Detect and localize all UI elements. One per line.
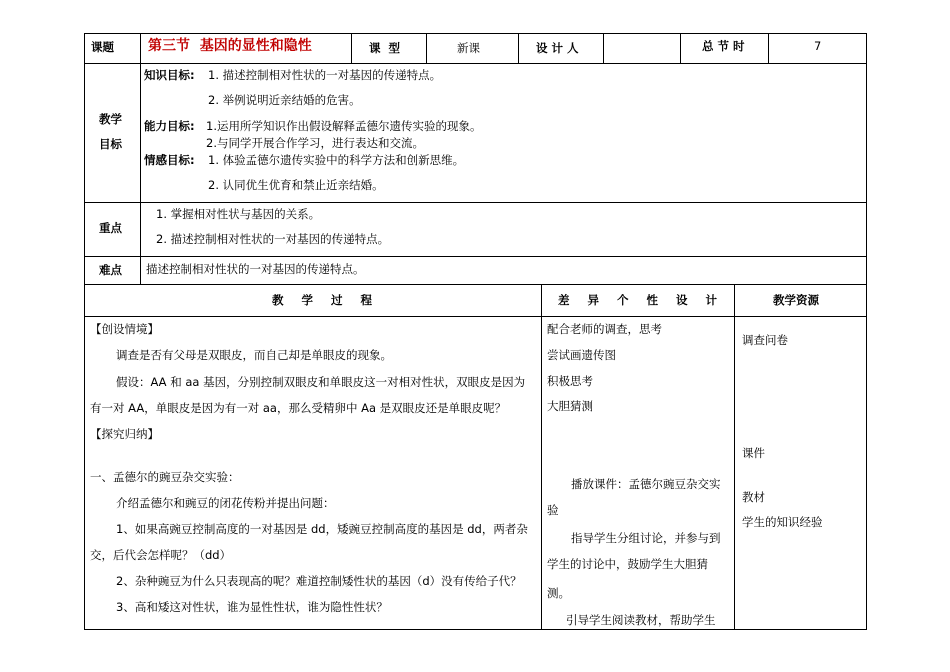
process-header: 教学过程 bbox=[272, 293, 390, 307]
process-line: 介绍孟德尔和豌豆的闭花传粉并提出问题： bbox=[116, 496, 335, 510]
hours-value: 7 bbox=[814, 39, 822, 53]
differentiation-line: 验 bbox=[547, 503, 559, 517]
emotion-item: 2. 认同优生优育和禁止近亲结婚。 bbox=[208, 178, 384, 192]
differentiation-header: 差异个性设计 bbox=[558, 293, 735, 307]
process-line: 2、杂种豌豆为什么只表现高的呢？难道控制矮性状的基因（d）没有传给子代？ bbox=[116, 574, 522, 588]
objectives-label-line2: 目标 bbox=[99, 137, 122, 151]
differentiation-line: 播放课件：孟德尔豌豆杂交实 bbox=[571, 477, 721, 491]
process-line: 调查是否有父母是双眼皮，而自己却是单眼皮的现象。 bbox=[116, 348, 392, 362]
type-value: 新课 bbox=[457, 41, 480, 55]
knowledge-item: 2. 举例说明近亲结婚的危害。 bbox=[208, 93, 361, 107]
key-point-item: 2. 描述控制相对性状的一对基因的传递特点。 bbox=[156, 232, 390, 246]
knowledge-label: 知识目标: bbox=[144, 68, 195, 82]
ability-item: 1.运用所学知识作出假设解释孟德尔遗传实验的现象。 bbox=[206, 119, 482, 133]
resource-item: 教材 bbox=[742, 490, 765, 504]
key-point-item: 1. 掌握相对性状与基因的关系。 bbox=[156, 207, 321, 221]
difficulty-text: 描述控制相对性状的一对基因的传递特点。 bbox=[146, 262, 365, 276]
differentiation-line: 指导学生分组讨论，并参与到 bbox=[571, 531, 721, 545]
differentiation-line: 大胆猜测 bbox=[547, 399, 593, 413]
knowledge-item: 1. 描述控制相对性状的一对基因的传递特点。 bbox=[208, 68, 442, 82]
differentiation-line: 引导学生阅读教材，帮助学生 bbox=[566, 613, 716, 627]
ability-label: 能力目标: bbox=[144, 119, 195, 133]
process-line: 1、如果高豌豆控制高度的一对基因是 dd，矮豌豆控制高度的基因是 dd，两者杂 bbox=[116, 522, 528, 536]
resource-item: 课件 bbox=[742, 446, 765, 460]
designer-label: 设 计 人 bbox=[536, 41, 579, 55]
resource-item: 学生的知识经验 bbox=[742, 515, 823, 529]
ability-item: 2.与同学开展合作学习，进行表达和交流。 bbox=[206, 136, 424, 150]
process-line: 【探究归纳】 bbox=[90, 427, 159, 441]
process-line: 假设：AA 和 aa 基因，分别控制双眼皮和单眼皮这一对相对性状，双眼皮是因为 bbox=[116, 375, 526, 389]
objectives-label-line1: 教学 bbox=[99, 112, 122, 126]
process-line: 3、高和矮这对性状，谁为显性性状，谁为隐性性状？ bbox=[116, 600, 388, 614]
differentiation-line: 积极思考 bbox=[547, 374, 593, 388]
differentiation-line: 尝试画遗传图 bbox=[547, 348, 616, 362]
key-points-label: 重点 bbox=[99, 221, 122, 235]
differentiation-line: 配合老师的调查，思考 bbox=[547, 322, 662, 336]
difficulty-label: 难点 bbox=[99, 263, 122, 277]
emotion-item: 1. 体验孟德尔遗传实验中的科学方法和创新思维。 bbox=[208, 153, 465, 167]
topic-label: 课题 bbox=[91, 40, 114, 54]
process-line: 交，后代会怎样呢？（dd） bbox=[90, 548, 232, 562]
differentiation-line: 学生的讨论中，鼓励学生大胆猜 bbox=[547, 557, 708, 571]
resources-header: 教学资源 bbox=[773, 293, 819, 307]
process-line: 有一对 AA，单眼皮是因为有一对 aa，那么受精卵中 Aa 是双眼皮还是单眼皮呢？ bbox=[90, 401, 507, 415]
process-line: 【创设情境】 bbox=[90, 322, 159, 336]
emotion-label: 情感目标: bbox=[144, 153, 195, 167]
type-label: 课 型 bbox=[369, 41, 401, 55]
process-line: 一、孟德尔的豌豆杂交实验： bbox=[90, 470, 240, 484]
resource-item: 调查问卷 bbox=[742, 333, 788, 347]
lesson-title: 第三节 基因的显性和隐性 bbox=[148, 38, 312, 54]
differentiation-line: 测。 bbox=[547, 586, 570, 600]
hours-label: 总 节 时 bbox=[702, 39, 745, 53]
